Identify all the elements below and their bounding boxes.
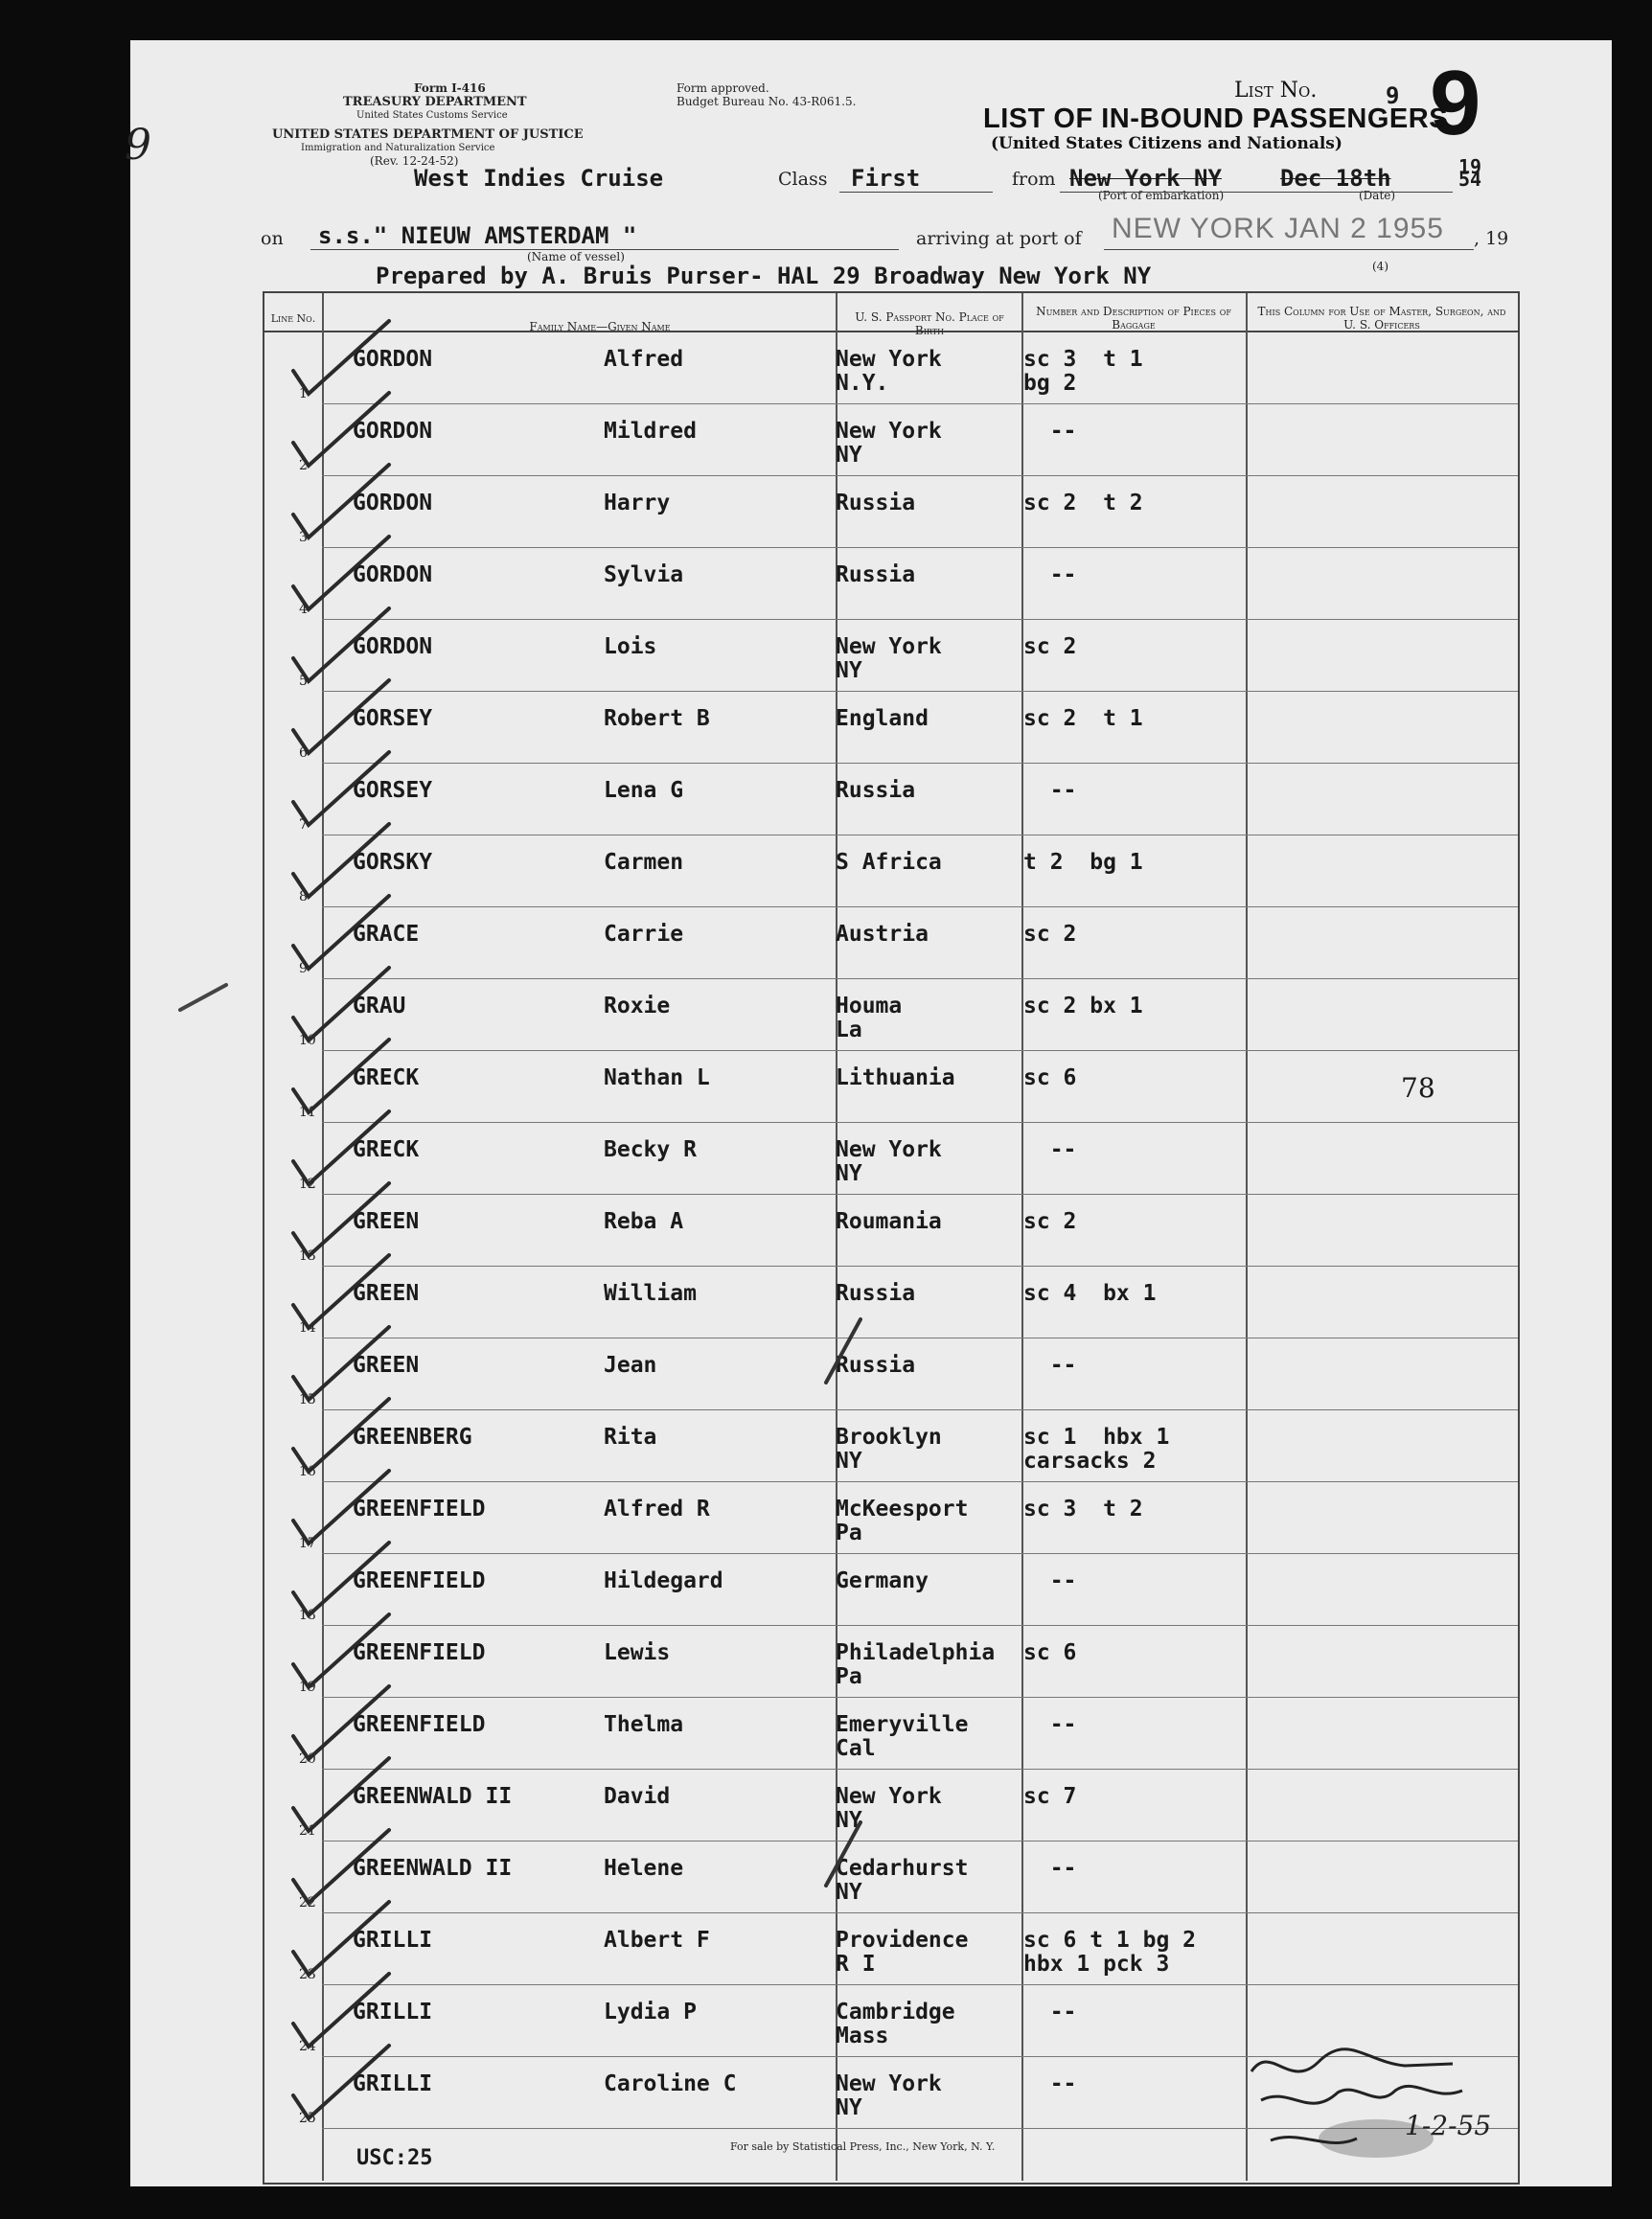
family-name: GORDON [353,634,433,659]
line-number: 16 [299,1464,316,1479]
treasury-department: TREASURY DEPARTMENT [343,95,527,109]
baggage: sc 2 [1023,922,1077,947]
line-number: 22 [299,1895,316,1910]
vessel-name: s.s." NIEUW AMSTERDAM " [318,222,637,249]
family-name: GREENWALD II [353,1856,513,1881]
given-name: Harry [604,491,671,515]
line-number: 21 [299,1823,316,1839]
place-of-birth: New York NY [836,2071,942,2120]
baggage: sc 1 hbx 1 carsacks 2 [1023,1425,1170,1474]
line-number: 15 [299,1392,316,1407]
line-number: 20 [299,1751,316,1767]
justice-department: UNITED STATES DEPARTMENT OF JUSTICE [272,127,584,142]
family-name: GREEN [353,1281,420,1306]
line-number: 9 [299,961,308,976]
baggage: sc 2 [1023,634,1077,659]
given-name: Albert F [604,1928,710,1953]
given-name: Alfred [604,347,684,372]
family-name: GREENFIELD [353,1712,486,1737]
baggage: sc 7 [1023,1784,1077,1809]
family-name: GORSEY [353,778,433,803]
line-number: 8 [299,889,308,904]
form-approved: Form approved. [677,81,769,95]
place-of-birth: England [836,706,929,731]
family-name: GREENFIELD [353,1568,486,1593]
family-name: GORDON [353,419,433,444]
place-of-birth: Roumania [836,1209,942,1234]
given-name: Lydia P [604,2000,697,2025]
family-name: GRILLI [353,1928,433,1953]
baggage: -- [1023,1137,1077,1162]
list-no-stamped: 9 [1430,52,1481,154]
place-of-birth: Cedarhurst NY [836,1856,969,1905]
from-underline [1060,192,1453,193]
place-of-birth: Providence R I [836,1928,969,1977]
footer-code: USC:25 [356,2146,433,2170]
footer-publisher: For sale by Statistical Press, Inc., New York, N. Y. [730,2140,996,2153]
baggage: -- [1023,419,1077,444]
baggage: -- [1023,2071,1077,2096]
prepared-by: Prepared by A. Bruis Purser- HAL 29 Broadway New York NY [376,263,1152,289]
place-of-birth: New York NY [836,1137,942,1186]
given-name: David [604,1784,671,1809]
given-name: Roxie [604,994,671,1018]
port-caption: (Port of embarkation) [1098,189,1225,202]
given-name: Jean [604,1353,657,1378]
given-name: Lena G [604,778,684,803]
form-number: Form I-416 [414,81,486,95]
form-revision: (Rev. 12-24-52) [370,154,459,168]
family-name: GORDON [353,562,433,587]
place-of-birth: New York NY [836,419,942,468]
budget-bureau: Budget Bureau No. 43-R061.5. [677,95,857,108]
place-of-birth: Russia [836,1281,916,1306]
line-number: 11 [299,1105,316,1120]
cruise-name: West Indies Cruise [414,165,664,192]
baggage: sc 2 t 2 [1023,491,1143,515]
family-name: GORSKY [353,850,433,875]
place-of-birth: Houma La [836,994,903,1042]
given-name: Helene [604,1856,684,1881]
given-name: Rita [604,1425,657,1450]
given-name: Nathan L [604,1065,710,1090]
family-name: GRACE [353,922,420,947]
given-name: Thelma [604,1712,684,1737]
baggage: -- [1023,778,1077,803]
line-number: 23 [299,1967,316,1982]
given-name: Lois [604,634,657,659]
class-value: First [851,165,921,192]
place-of-birth: Cambridge Mass [836,2000,955,2048]
family-name: GORSEY [353,706,433,731]
line-number: 4 [299,602,308,617]
family-name: GREENBERG [353,1425,472,1450]
baggage: -- [1023,1353,1077,1378]
arrival-stamp: NEW YORK JAN 2 1955 [1112,213,1444,244]
baggage: -- [1023,2000,1077,2025]
family-name: GREENWALD II [353,1784,513,1809]
manifest-sheet [125,40,1612,2186]
place-of-birth: Austria [836,922,929,947]
baggage: sc 2 bx 1 [1023,994,1143,1018]
family-name: GRAU [353,994,406,1018]
line-number: 12 [299,1177,316,1192]
arrival-underline [1104,249,1474,250]
baggage: sc 3 t 1 bg 2 [1023,347,1143,396]
place-of-birth: Philadelphia Pa [836,1640,996,1689]
baggage: sc 4 bx 1 [1023,1281,1157,1306]
family-name: GREENFIELD [353,1497,486,1521]
given-name: Carrie [604,922,684,947]
embarkation-date: Dec 18th [1280,165,1391,192]
baggage: -- [1023,1712,1077,1737]
line-number: 6 [299,745,308,761]
family-name: GRILLI [353,2000,433,2025]
family-name: GRECK [353,1065,420,1090]
on-label: on [261,228,284,249]
baggage: -- [1023,562,1077,587]
col-header-name: Family Name—Given Name [529,320,671,333]
baggage: -- [1023,1856,1077,1881]
line-number: 24 [299,2039,316,2054]
margin-note: 9 [125,121,151,170]
pencil-slash-mark [816,1314,874,1390]
place-of-birth: McKeesport Pa [836,1497,969,1545]
line-number: 7 [299,817,308,833]
list-title: LIST OF IN-BOUND PASSENGERS [983,103,1449,134]
family-name: GORDON [353,491,433,515]
mark-4: (4) [1372,260,1388,273]
class-label: Class [778,169,828,190]
given-name: Alfred R [604,1497,710,1521]
customs-service: United States Customs Service [356,110,508,121]
line-number: 2 [299,458,308,473]
baggage: sc 2 t 1 [1023,706,1143,731]
line-number: 14 [299,1320,316,1336]
baggage: sc 6 t 1 bg 2 hbx 1 pck 3 [1023,1928,1197,1977]
place-of-birth: New York N.Y. [836,347,942,396]
embarkation-year: 19 54 [1458,155,1482,191]
place-of-birth: Russia [836,562,916,587]
officer-note: 78 [1401,1072,1435,1104]
given-name: Robert B [604,706,710,731]
line-number: 10 [299,1033,316,1048]
col-header-line-no: Line No. [270,312,316,325]
family-name: GREEN [353,1209,420,1234]
given-name: Reba A [604,1209,684,1234]
place-of-birth: S Africa [836,850,942,875]
line-number: 18 [299,1608,316,1623]
family-name: GREENFIELD [353,1640,486,1665]
immigration-service: Immigration and Naturalization Service [301,143,495,153]
line-number: 19 [299,1680,316,1695]
line-number: 17 [299,1536,316,1551]
place-of-birth: Emeryville Cal [836,1712,969,1761]
baggage: sc 6 [1023,1065,1077,1090]
line-number: 3 [299,530,308,545]
arriving-label: arriving at port of [916,228,1082,249]
place-of-birth: Germany [836,1568,929,1593]
line-number: 13 [299,1248,316,1264]
list-subtitle: (United States Citizens and Nationals) [991,134,1342,153]
vessel-caption: (Name of vessel) [527,250,625,263]
given-name: Becky R [604,1137,697,1162]
embarkation-port: New York NY [1069,165,1222,192]
place-of-birth: Russia [836,491,916,515]
family-name: GREEN [353,1353,420,1378]
baggage: sc 2 [1023,1209,1077,1234]
col-header-passport: U. S. Passport No. Place of Birth [855,310,1004,337]
officer-signature [1232,2033,1577,2167]
check-mark-icon [284,2040,399,2131]
line-number: 1 [299,386,308,401]
family-name: GORDON [353,347,433,372]
col-header-baggage: Number and Description of Pieces of Baggage [1036,305,1231,332]
given-name: Lewis [604,1640,671,1665]
given-name: Caroline C [604,2071,737,2096]
family-name: GRILLI [353,2071,433,2096]
baggage: sc 6 [1023,1640,1077,1665]
list-no-label: List No. [1234,79,1318,103]
place-of-birth: Russia [836,778,916,803]
col-header-officers: This Column for Use of Master, Surgeon, and U. S. Officers [1257,305,1506,332]
place-of-birth: Lithuania [836,1065,955,1090]
line-number: 25 [299,2111,316,2126]
place-of-birth: Russia [836,1353,916,1378]
baggage: -- [1023,1568,1077,1593]
signoff-date: 1-2-55 [1405,2110,1492,2141]
pencil-slash-mark [816,1817,874,1893]
from-label: from [1012,169,1056,190]
place-of-birth: New York NY [836,1784,942,1833]
arrival-year: , 19 [1474,228,1509,249]
baggage: t 2 bg 1 [1023,850,1143,875]
place-of-birth: Brooklyn NY [836,1425,942,1474]
class-underline [839,192,993,193]
given-name: William [604,1281,697,1306]
list-no-typed: 9 [1386,82,1400,109]
line-number: 5 [299,674,308,689]
baggage: sc 3 t 2 [1023,1497,1143,1521]
date-caption: (Date) [1359,189,1396,202]
family-name: GRECK [353,1137,420,1162]
given-name: Hildegard [604,1568,723,1593]
given-name: Sylvia [604,562,684,587]
place-of-birth: New York NY [836,634,942,683]
margin-dash-mark [176,977,234,1016]
given-name: Carmen [604,850,684,875]
given-name: Mildred [604,419,697,444]
